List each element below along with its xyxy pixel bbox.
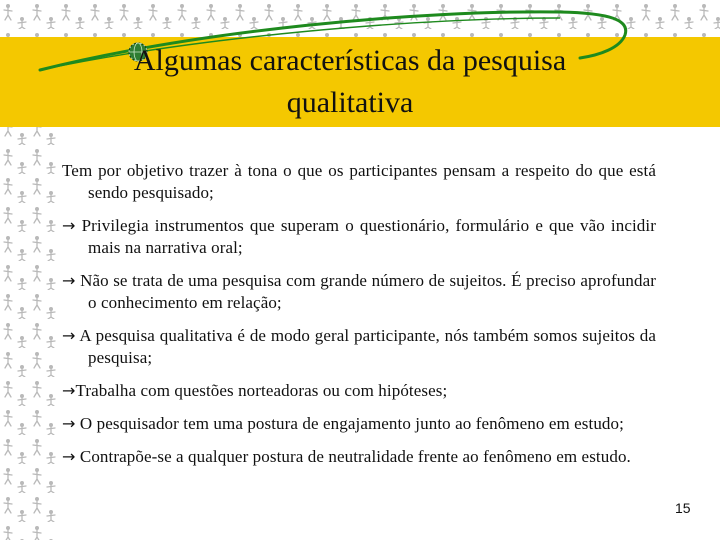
paragraph-text: Contrapõe-se a qualquer postura de neutralidade frente ao fenômeno em estudo. <box>79 447 631 466</box>
page-number: 15 <box>675 500 691 516</box>
arrow-right-icon: → <box>62 447 76 466</box>
paragraph-text: Privilegia instrumentos que superam o questionário, formulário e que vão incidir mais na narrativa oral; <box>81 216 656 257</box>
list-item <box>62 446 656 468</box>
paragraph-text: A pesquisa qualitativa é de modo geral participante, nós também somos sujeitos da pesquisa; <box>79 326 656 367</box>
arrow-right-icon: → <box>62 271 76 290</box>
list-item <box>62 215 656 259</box>
arrow-right-icon: → <box>62 216 76 235</box>
slide-title: Algumas características da pesquisa qualitativa <box>133 44 567 119</box>
arrow-right-icon: → <box>62 414 76 433</box>
list-item <box>62 325 656 369</box>
paragraph-text: Não se trata de uma pesquisa com grande número de sujeitos. É preciso aprofundar o conhecimento em relação; <box>80 271 656 312</box>
list-item <box>62 413 656 435</box>
list-item <box>62 380 656 402</box>
arrow-right-icon: → <box>62 326 76 345</box>
list-item <box>62 160 656 204</box>
paragraph-text: O pesquisador tem uma postura de engajamento junto ao fenômeno em estudo; <box>79 414 624 433</box>
paragraph-text: Trabalha com questões norteadoras ou com hipóteses; <box>75 381 448 400</box>
list-item <box>62 270 656 314</box>
slide-content <box>62 160 656 479</box>
arrow-right-icon: → <box>62 381 76 400</box>
paragraph-text: Tem por objetivo trazer à tona o que os participantes pensam a respeito do que está sendo pesquisado; <box>62 161 656 202</box>
